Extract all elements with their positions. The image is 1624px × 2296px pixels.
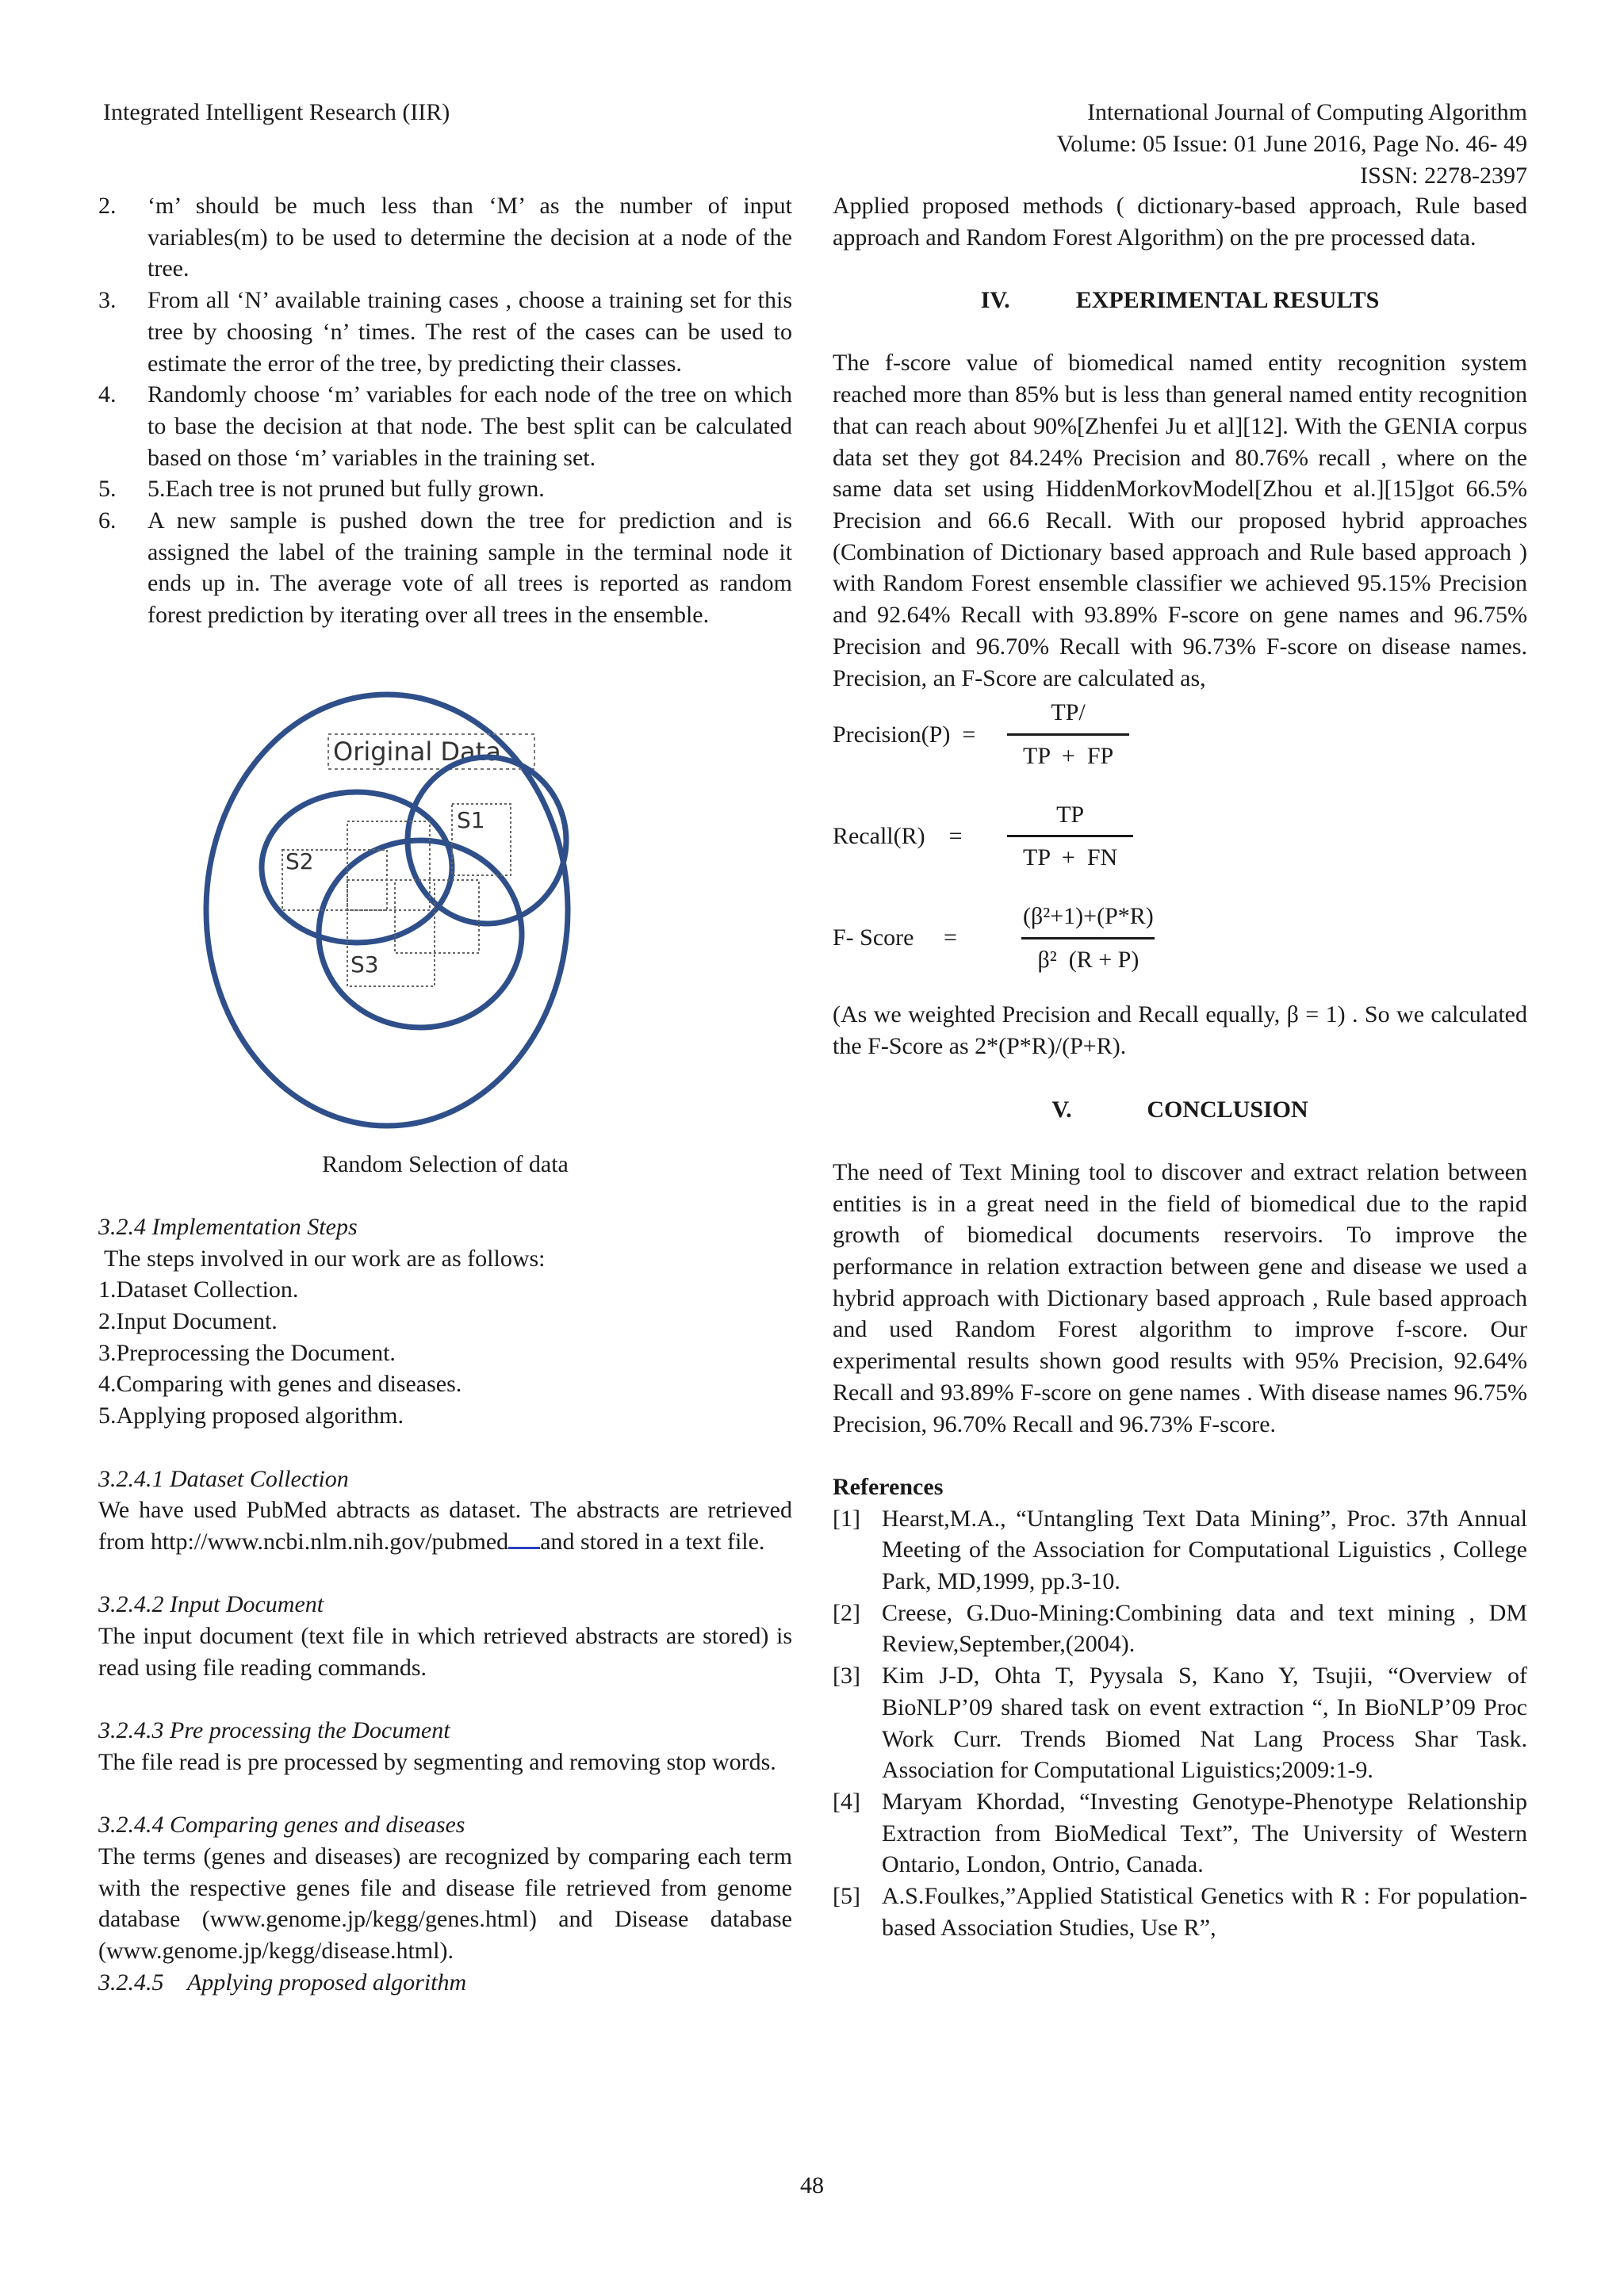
reference-number: [2]	[833, 1599, 860, 1626]
impl-item: 4.Comparing with genes and diseases.	[98, 1371, 462, 1398]
section-heading: 3.2.4 Implementation Steps	[98, 1213, 358, 1240]
list-item	[98, 473, 792, 505]
equation-numerator: (β²+1)+(P*R)	[1023, 903, 1154, 930]
reference-number: [3]	[833, 1663, 860, 1689]
list-item	[98, 379, 792, 473]
step-text: ‘m’ should be much less than ‘M’ as the number of input variables(m) to be used to determine the decision at a node of the tree.	[147, 193, 792, 282]
reference-text: Creese, G.Duo-Mining:Combining data and text mining , DM Review,September,(2004).	[882, 1599, 1527, 1658]
s3-circle	[319, 840, 522, 1027]
paragraph: (As we weighted Precision and Recall equally, β = 1) . So we calculated the F-Score as 2*(P*R)/(P+R).	[833, 1001, 1527, 1060]
s3-label: S3	[350, 951, 379, 978]
recall-equation	[833, 799, 1527, 874]
step-text: Randomly choose ‘m’ variables for each node of the tree on which to base the decision at that node. The best split can be calculated based on those ‘m’ variables in the training set.	[147, 381, 792, 471]
equation-fraction	[1007, 697, 1129, 771]
reference-text: Kim J-D, Ohta T, Pyysala S, Kano Y, Tsujii, “Overview of BioNLP’09 shared task on event extraction “, In BioNLP’09 Proc Work Curr. Trends Biomed Nat Lang Process Shar Task. Association for Computational Liguistics;2009:1-9.	[882, 1663, 1527, 1784]
list-item	[98, 285, 792, 379]
step-number: 2.	[98, 193, 117, 219]
s2-label: S2	[285, 848, 314, 874]
section-heading	[833, 1094, 1527, 1126]
reference-list	[833, 1503, 1527, 1944]
paragraph: The f-score value of biomedical named entity recognition system reached more than 85% but is less than general named entity recognition that can reach about 90%[Zhenfei Ju et al][12]. With the GENIA corpus data set they got 84.24% Precision and 80.76% recall , where on the same data set using HiddenMorkovModel[Zhou et al.][15]got 66.5% Precision and 66.6 Recall. With our proposed hybrid approaches (Combination of Dictionary based approach and Rule based approach ) with Random Forest ensemble classifier we achieved 95.15% Precision and 92.64% Recall with 93.89% F-score on gene names and 96.75% Precision and 96.70% Recall with 96.73% F-score on disease names. Precision, an F-Score are calculated as,	[833, 350, 1527, 691]
equation-lhs: Precision(P) =	[833, 721, 976, 748]
reference-text: Maryam Khordad, “Investing Genotype-Phenotype Relationship Extraction from BioMedical Text”, The University of Western Ontario, London, Ontrio, Canada.	[882, 1788, 1527, 1878]
subsection-heading: 3.2.4.4 Comparing genes and diseases	[98, 1812, 465, 1839]
step-number: 6.	[98, 507, 117, 534]
list-item	[98, 190, 792, 285]
equation-lhs: Recall(R) =	[833, 822, 963, 849]
paragraph	[98, 1494, 792, 1557]
reference-number: [1]	[833, 1505, 860, 1532]
reference-number: [5]	[833, 1883, 860, 1910]
subsection-heading: 3.2.4.1 Dataset Collection	[98, 1465, 349, 1492]
step-text: From all ‘N’ available training cases , choose a training set for this tree by choosing ‘n’ times. The rest of the cases can be used to estimate the error of the tree, by predicting their classes.	[147, 287, 792, 377]
page-number: 48	[800, 2172, 824, 2198]
dataset-text-end: and stored in a text file.	[540, 1528, 765, 1555]
step-number: 4.	[98, 381, 117, 408]
subsection-heading: 3.2.4.3 Pre processing the Document	[98, 1717, 450, 1744]
reference-text: A.S.Foulkes,”Applied Statistical Genetics with R : For population-based Association Studies, Use R”,	[882, 1883, 1527, 1941]
equation-numerator: TP	[1056, 801, 1085, 828]
dataset-text: We have used PubMed abtracts as dataset. The abstracts are retrieved from http://www.ncbi.nlm.nih.gov/pubmed	[98, 1497, 792, 1555]
journal-issn: ISSN: 2278-2397	[1360, 163, 1527, 189]
equation-denominator: β² (R + P)	[1021, 937, 1155, 976]
journal-volume: Volume: 05 Issue: 01 June 2016, Page No. 46- 49	[1056, 131, 1527, 157]
step-number: 3.	[98, 287, 117, 314]
equation-fraction	[1007, 901, 1170, 975]
section-heading	[833, 285, 1527, 316]
paragraph: The terms (genes and diseases) are recognized by comparing each term with the respective genes file and disease file retrieved from genome database (www.genome.jp/kegg/genes.html) and Disease database (www.genome.jp/kegg/disease.html).	[98, 1843, 792, 1965]
left-column	[98, 190, 792, 1998]
subsection-heading: 3.2.4.5 Applying proposed algorithm	[98, 1969, 467, 1996]
equation-denominator: TP + FP	[1007, 733, 1129, 772]
precision-equation	[833, 697, 1527, 771]
paragraph: Applied proposed methods ( dictionary-based approach, Rule based approach and Random Forest Algorithm) on the pre processed data.	[833, 193, 1527, 251]
equation-fraction	[1007, 799, 1133, 874]
list-item	[833, 1881, 1527, 1943]
step-text: 5.Each tree is not pruned but fully grown.	[147, 476, 545, 503]
section-title: CONCLUSION	[1147, 1096, 1308, 1123]
s1-label: S1	[457, 806, 485, 833]
reference-number: [4]	[833, 1788, 860, 1815]
section-title: EXPERIMENTAL RESULTS	[1075, 287, 1380, 314]
right-column	[833, 190, 1527, 1943]
equation-denominator: TP + FN	[1007, 835, 1133, 874]
s3-sample-box	[395, 880, 479, 953]
paragraph: The file read is pre processed by segmenting and removing stop words.	[98, 1748, 776, 1775]
s2-sample-box-inner	[347, 821, 430, 910]
subsection-heading: 3.2.4.2 Input Document	[98, 1591, 324, 1618]
impl-item: 2.Input Document.	[98, 1308, 278, 1335]
list-item	[833, 1503, 1527, 1598]
journal-title: International Journal of Computing Algorithm	[1087, 99, 1527, 125]
equation-numerator: TP/	[1051, 699, 1086, 726]
references-heading: References	[833, 1473, 944, 1500]
journal-left-header: Integrated Intelligent Research (IIR)	[103, 99, 450, 125]
step-text: A new sample is pushed down the tree for prediction and is assigned the label of the training sample in the terminal node it ends up in. The average vote of all trees is reported as random forest prediction by iterating over all trees in the ensemble.	[147, 507, 792, 629]
impl-item: 3.Preprocessing the Document.	[98, 1339, 396, 1366]
fscore-equation	[833, 901, 1527, 975]
list-item	[833, 1786, 1527, 1881]
paragraph: The input document (text file in which retrieved abstracts are stored) is read using file reading commands.	[98, 1623, 792, 1681]
list-item	[833, 1598, 1527, 1660]
impl-item: 5.Applying proposed algorithm.	[98, 1402, 404, 1429]
figure-caption: Random Selection of data	[322, 1150, 569, 1177]
list-item	[833, 1660, 1527, 1786]
impl-item: 1.Dataset Collection.	[98, 1276, 299, 1303]
original-data-label: Original Data	[333, 736, 501, 767]
section-number: IV.	[980, 287, 1010, 314]
impl-intro: The steps involved in our work are as follows:	[98, 1245, 546, 1272]
step-number: 5.	[98, 476, 117, 503]
paragraph: The need of Text Mining tool to discover and extract relation between entities is in a great need in the field of biomedical due to the rapid growth of biomedical documents reservoirs. To improve the performance in relation extraction between gene and disease we used a hybrid approach with Dictionary based approach , Rule based approach and used Random Forest algorithm to improve f-score. Our experimental results shown good results with 95% Precision, 92.64% Recall and 93.89% F-score on gene names . With disease names 96.75% Precision, 96.70% Recall and 96.73% F-score.	[833, 1158, 1527, 1437]
journal-right-header	[1056, 97, 1527, 192]
random-selection-diagram	[98, 680, 792, 1140]
random-forest-steps	[98, 190, 792, 631]
equation-lhs: F- Score =	[833, 924, 957, 951]
list-item	[98, 505, 792, 631]
section-number: V.	[1051, 1096, 1072, 1123]
link-underline	[508, 1547, 540, 1549]
reference-text: Hearst,M.A., “Untangling Text Data Mining”, Proc. 37th Annual Meeting of the Association for Computational Liguistics , College Park, MD,1999, pp.3-10.	[882, 1505, 1527, 1595]
